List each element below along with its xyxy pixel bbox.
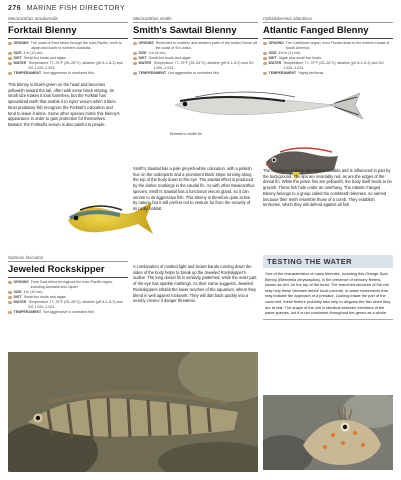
- section-title: MARINE FISH DIRECTORY: [26, 5, 126, 12]
- species-name: Jeweled Rockskipper: [8, 264, 128, 278]
- species-description: A combination of mottled light and brown bands running down the sides of the body helps to break up the Jeweled Rockskipper's outline. The long dorsal fin is similarly patterned, while the outer part of the eye has sparkle markings. As their name suggests, Jeweled Rockskippers inhabit the lower reaches of the aquarium, where they blend in well against rockwork. They will dart back quickly into a nearby crevice if danger threatens.: [133, 264, 257, 304]
- fact-diet: DIET Small live foods and algae.: [8, 295, 128, 300]
- fact-list: [263, 41, 393, 76]
- species-jeweled-rockskipper: [8, 255, 128, 315]
- bullet-icon: [8, 52, 12, 56]
- species-description: The coloration of these blennies is variable and is influenced in part by the background. The lips are invariably red, as are the edges of the dorsal fin. While the pelvic fins are yellowish, the body itself tends to be greyish. These fish hide under an overhang. The Atlantic Fanged Blenny belongs to a group called the combteeth blennies, so named because their teeth resemble those of a comb. They establish territories, which they will defend against all fish.: [263, 168, 392, 208]
- fact-water: WATER Temperature 77–79°F (25–26°C); alkaline (pH 8.1–8.3) and SG 1.020–1.024.: [8, 300, 128, 310]
- species-description: This blenny is bluish-green on the head and becomes yellowish toward the tail, often with some black striping. Its small size makes it look harmless, but the Forktail has specialized teeth that enable it to inject venom when it bites. Most predatory fish recognize the Forktail's coloration and tend to leave it alone. Some other species mimic this blenny's appearance in order to gain protection for themselves. Beware: the Forktail's venom is also painful to people.: [8, 82, 120, 127]
- bullet-icon: [8, 62, 12, 66]
- fact-origins: ORIGINS The coast of East Africa through the Indo-Pacific, north to Japan and south to northern Australia.: [8, 41, 128, 51]
- bullet-icon: [8, 301, 12, 305]
- sidebar-text: One of the characteristics of many blennies, including this Orange-Spot Blenny (Blenniella chrysospilos), is the presence of sensory feelers, known as cirri, on the top of the head. The branched structure of the cirri may help these blennies detect local currents, or water movements that may indicate the approach of a predator. Looking inside the part of the coral reef, these feelers probably also help to disguise the fish when they are at rest. The shape of the cirri is identical between members of the same species, but it is not consistent throughout the genus as a whole.: [263, 268, 393, 320]
- jeweled-rockskipper-photo: [8, 352, 258, 472]
- bullet-icon: [133, 62, 137, 66]
- species-name: Atlantic Fanged Blenny: [263, 25, 393, 39]
- fact-water: WATER Temperature 77–79°F (25–26°C); alkaline (pH 8.1–8.3) and SG 1.020–1.024.: [133, 61, 258, 71]
- orange-spot-blenny-photo: [263, 395, 393, 470]
- scientific-name: Ophioblennius atlanticus: [263, 16, 393, 23]
- bullet-icon: [8, 311, 12, 315]
- bullet-icon: [8, 291, 12, 295]
- fact-origins: ORIGINS Restricted to northern and western parts of the Indian Ocean off the coast of Sri Lanka.: [133, 41, 258, 51]
- bullet-icon: [263, 62, 267, 66]
- running-header: [8, 5, 125, 12]
- smiths-sawtail-photo: [135, 75, 395, 135]
- fact-origins: ORIGINS From East Africa throughout the Indo-Pacific region, including Australia and Japan.: [8, 280, 128, 290]
- scientific-name: Meiacanthus atrodorsalis: [8, 16, 128, 23]
- atlantic-fanged-text: [263, 168, 393, 208]
- species-forktail: [8, 16, 128, 128]
- fact-water: WATER Temperature 77–79°F (25–26°C); alkaline (pH 8.1–8.3) and SG 1.020–1.024.: [263, 61, 393, 71]
- fact-size: SIZE 3 in (8 cm).: [133, 51, 258, 56]
- bullet-icon: [263, 72, 267, 76]
- bullet-icon: [8, 42, 12, 46]
- fact-list: [133, 41, 258, 76]
- fact-temperament: TEMPERAMENT Highly territorial.: [263, 71, 393, 76]
- fact-temperament: TEMPERAMENT Not aggressive to unrelated fish.: [8, 310, 128, 315]
- scientific-name: Salarias fasciatus: [8, 255, 128, 262]
- bullet-icon: [8, 281, 12, 285]
- bullet-icon: [263, 57, 267, 61]
- photo-caption: Breeders model fin: [170, 132, 202, 136]
- fact-diet: DIET Small live foods and algae.: [133, 56, 258, 61]
- fact-temperament: TEMPERAMENT Not aggressive to unrelated fish.: [133, 71, 258, 76]
- page-number: 276: [8, 5, 22, 12]
- bullet-icon: [8, 296, 12, 300]
- fact-list: [8, 280, 128, 315]
- species-description: Smith's Sawtail has a pale greyish-white coloration, with a pinkish hue on the underparts and a prominent black stripe running along the top of the body down to the eye. The sawtail effect is produced by the darker markings in the caudal fin. As with other Meiacanthus species, Smith's Sawtail has a functional venom gland, so it can venom to its aggressive fish. This blenny is therefore quite active by nature, but it still prefers not to venture far from the security of its rocky habitat.: [133, 166, 255, 211]
- bullet-icon: [263, 52, 267, 56]
- species-name: Forktail Blenny: [8, 25, 128, 39]
- fact-diet: DIET Algae plus small live foods.: [263, 56, 393, 61]
- fact-size: SIZE 4 in (10 cm).: [8, 51, 128, 56]
- bullet-icon: [133, 42, 137, 46]
- bullet-icon: [263, 42, 267, 46]
- fact-temperament: TEMPERAMENT Not aggressive to unrelated fish.: [8, 71, 128, 76]
- species-smiths-sawtail: [133, 16, 258, 76]
- bullet-icon: [8, 57, 12, 61]
- smiths-sawtail-text: [133, 166, 255, 212]
- fact-size: SIZE 4½ in (11 cm).: [263, 51, 393, 56]
- bullet-icon: [133, 57, 137, 61]
- species-name: Smith's Sawtail Blenny: [133, 25, 258, 39]
- sidebar-title: TESTING THE WATER: [263, 255, 393, 268]
- fact-water: WATER Temperature 77–79°F (25–26°C); alkaline (pH 8.1–8.3) and SG 1.020–1.024.: [8, 61, 128, 71]
- jeweled-rockskipper-text: [133, 264, 257, 304]
- bullet-icon: [133, 52, 137, 56]
- fact-diet: DIET Small live foods and algae.: [8, 56, 128, 61]
- bullet-icon: [8, 72, 12, 76]
- sidebar-box: [263, 255, 393, 470]
- species-atlantic-fanged: [263, 16, 393, 76]
- fact-size: SIZE 4 in (10 cm).: [8, 290, 128, 295]
- scientific-name: Meiacanthus smithi: [133, 16, 258, 23]
- fact-origins: ORIGINS The Caribbean region, from Florida down to the northern coast of South America.: [263, 41, 393, 51]
- fact-list: [8, 41, 128, 76]
